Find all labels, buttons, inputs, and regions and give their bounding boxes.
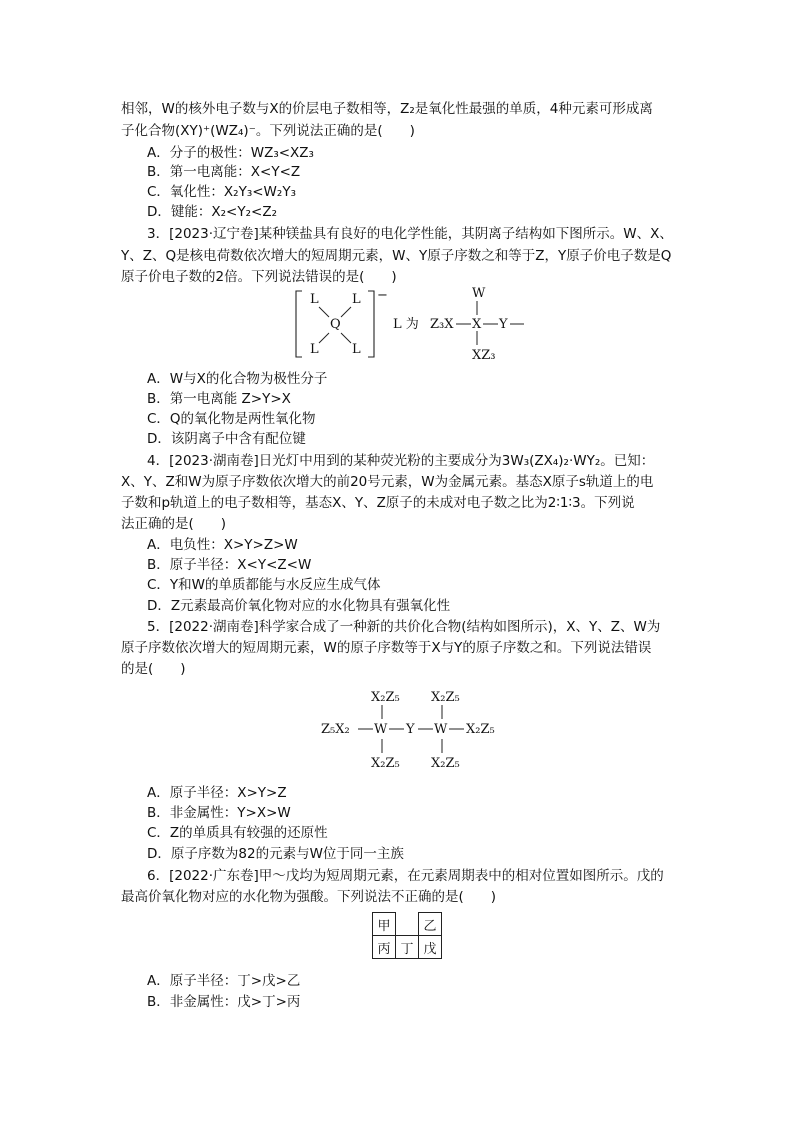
option-a: A．分子的极性：WZ₃<XZ₃ — [147, 145, 314, 161]
option-a: A．电负性：X>Y>Z>W — [147, 537, 298, 553]
charge-label: − — [377, 288, 388, 303]
y-atom-label: Y — [406, 722, 415, 737]
option-d: D．该阴离子中含有配位键 — [147, 431, 306, 447]
covalent-compound-diagram — [315, 683, 515, 775]
question-4-line: 子数和p轨道上的电子数相等，基态X、Y、Z原子的未成对电子数之比为2∶1∶3。下列说 — [121, 495, 635, 511]
cell-jia: 甲 — [373, 913, 396, 936]
x2z5-label: X₂Z₅ — [466, 722, 495, 737]
option-c: C．Y和W的单质都能与水反应生成气体 — [147, 577, 381, 593]
w-atom-label: W — [472, 286, 486, 301]
ligand-label: L — [352, 292, 361, 307]
option-c: C．氧化性：X₂Y₃<W₂Y₃ — [147, 184, 296, 200]
paragraph-line: 子化合物(XY)⁺(WZ₄)⁻。下列说法正确的是( ) — [121, 123, 415, 139]
option-b: B．第一电离能 Z>Y>X — [147, 391, 291, 407]
option-d: D．Z元素最高价氧化物对应的水化物具有强氧化性 — [147, 598, 451, 614]
option-b: B．原子半径：X<Y<Z<W — [147, 557, 312, 573]
x-atom-label: X — [472, 317, 482, 332]
option-a: A．原子半径：丁>戊>乙 — [147, 973, 301, 989]
option-a: A．原子半径：X>Y>Z — [147, 785, 287, 801]
ligand-label: L — [352, 342, 361, 357]
question-4-line: 法正确的是( ) — [121, 516, 227, 532]
option-c: C．Z的单质具有较强的还原性 — [147, 825, 328, 841]
cell-yi: 乙 — [419, 913, 442, 936]
question-5-line: 5．[2022·湖南卷]科学家合成了一种新的共价化合物(结构如图所示)，X、Y、Z、W为 — [147, 619, 661, 635]
x2z5-label: X₂Z₅ — [431, 690, 460, 705]
xz3-label: XZ₃ — [472, 348, 496, 363]
question-5-line: 原子序数依次增大的短周期元素，W的原子序数等于X与Y的原子序数之和。下列说法错误 — [121, 640, 652, 656]
question-5-line: 的是( ) — [121, 661, 186, 677]
question-4-line: 4．[2023·湖南卷]日光灯中用到的某种荧光粉的主要成分为3W₃(ZX₄)₂·WY₂。已知： — [147, 453, 655, 469]
question-3-line: 3．[2023·辽宁卷]某种镁盐具有良好的电化学性能，其阴离子结构如下图所示。W、X、 — [147, 226, 673, 242]
question-3-line: Y、Z、Q是核电荷数依次增大的短周期元素，W、Y原子序数之和等于Z，Y原子价电子数是Q — [121, 248, 672, 264]
z3x-label: Z₃X — [430, 317, 454, 332]
option-d: D．键能：X₂<Y₂<Z₂ — [147, 204, 277, 220]
cell-wu: 戊 — [419, 936, 442, 959]
option-c: C．Q的氧化物是两性氧化物 — [147, 411, 316, 427]
option-b: B．非金属性：Y>X>W — [147, 805, 291, 821]
l-definition-label: L 为 — [393, 317, 419, 332]
ligand-label: L — [310, 292, 319, 307]
option-b: B．非金属性：戊>丁>丙 — [147, 994, 301, 1010]
question-3-line: 原子价电子数的2倍。下列说法错误的是( ) — [121, 269, 397, 285]
option-a: A．W与X的化合物为极性分子 — [147, 371, 328, 387]
empty-cell — [396, 913, 419, 936]
z5x2-label: Z₅X₂ — [321, 722, 350, 737]
question-6-line: 6．[2022·广东卷]甲～戊均为短周期元素，在元素周期表中的相对位置如图所示。戊的 — [147, 868, 664, 884]
paragraph-line: 相邻，W的核外电子数与X的价层电子数相等，Z₂是氧化性最强的单质，4种元素可形成离 — [121, 101, 653, 117]
center-atom-label: Q — [330, 317, 341, 332]
w-atom-label: W — [434, 722, 448, 737]
ligand-label: L — [310, 342, 319, 357]
x2z5-label: X₂Z₅ — [431, 756, 460, 771]
question-6-line: 最高价氧化物对应的水化物为强酸。下列说法不正确的是( ) — [121, 889, 497, 905]
x2z5-label: X₂Z₅ — [371, 756, 400, 771]
option-d: D．原子序数为82的元素与W位于同一主族 — [147, 846, 404, 862]
question-4-line: X、Y、Z和W为原子序数依次增大的前20号元素，W为金属元素。基态X原子s轨道上的电 — [121, 474, 654, 490]
y-atom-label: Y — [499, 317, 508, 332]
cell-ding: 丁 — [396, 936, 419, 959]
option-b: B．第一电离能：X<Y<Z — [147, 164, 301, 180]
w-atom-label: W — [374, 722, 388, 737]
anion-structure-diagram — [290, 285, 550, 365]
periodic-table-fragment — [372, 912, 442, 959]
x2z5-label: X₂Z₅ — [371, 690, 400, 705]
cell-bing: 丙 — [373, 936, 396, 959]
